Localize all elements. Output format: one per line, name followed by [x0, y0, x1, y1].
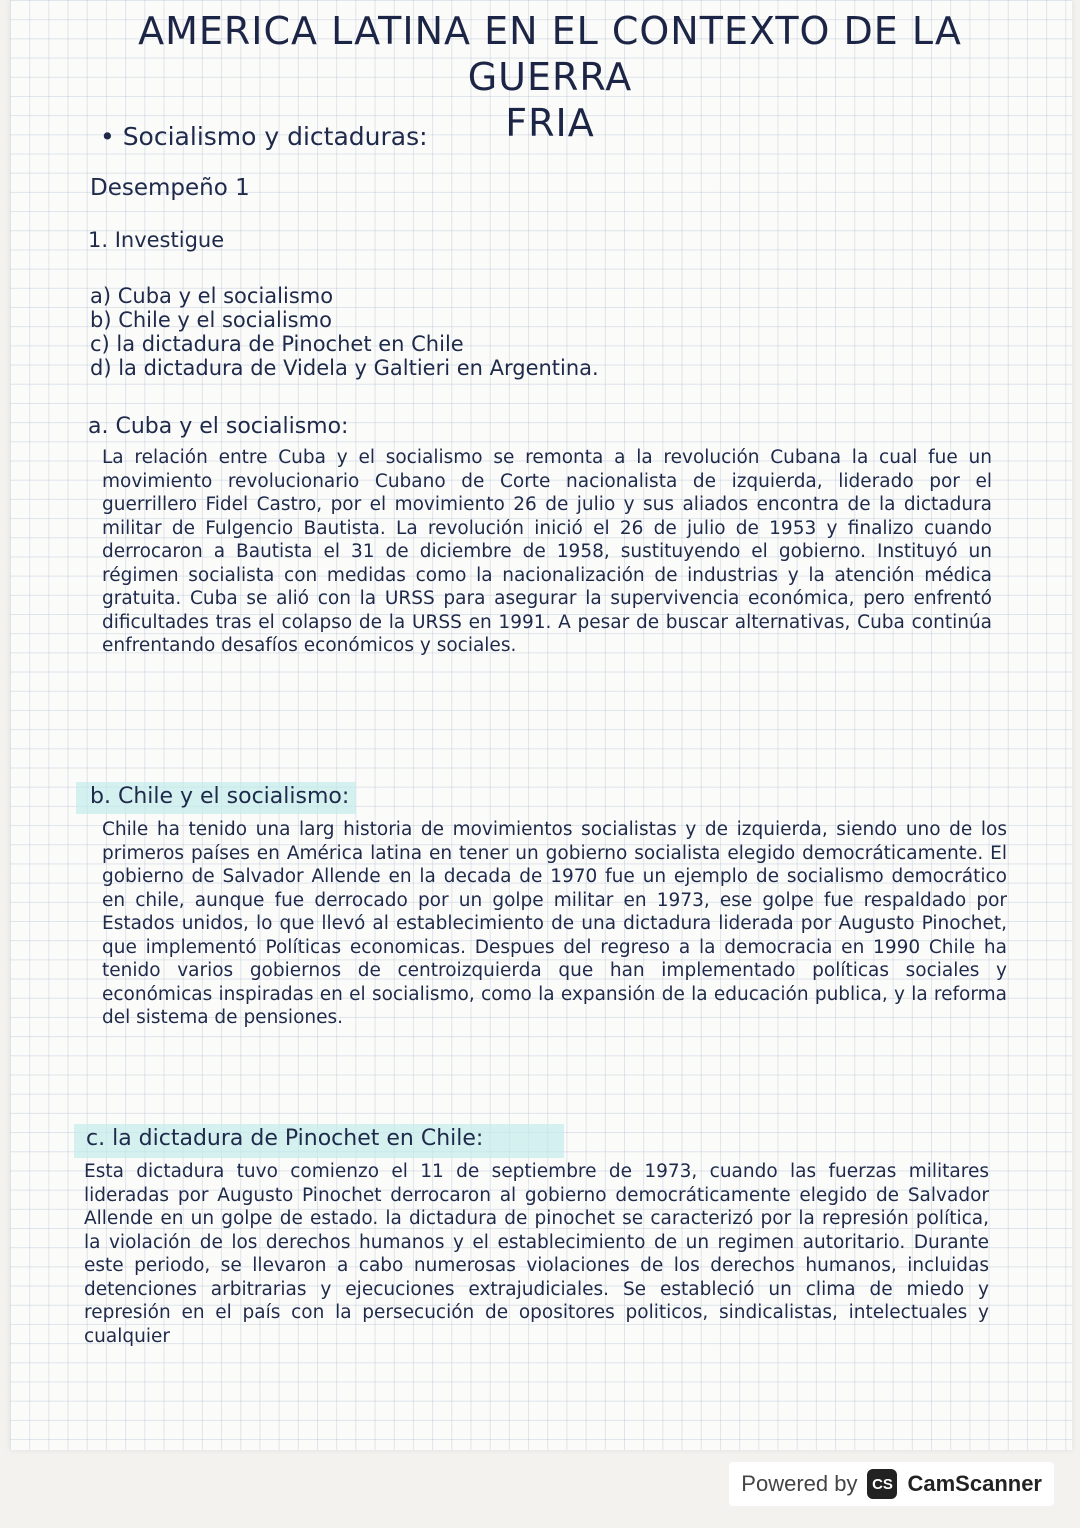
task-item: c) la dictadura de Pinochet en Chile	[90, 332, 464, 356]
camscanner-logo-icon: CS	[867, 1469, 897, 1499]
section-b-heading: b. Chile y el socialismo:	[90, 784, 350, 809]
desempeno-label: Desempeño 1	[90, 175, 250, 201]
task-item: b) Chile y el socialismo	[90, 308, 332, 332]
section-c-heading: c. la dictadura de Pinochet en Chile:	[86, 1126, 484, 1151]
section-a-body: La relación entre Cuba y el socialismo se remonta a la revolución Cubana la cual fue un movimiento revolucionario Cubano de Corte nacionalista de izquierda, liderado por el guerrillero Fidel Castro, por el movimiento 26 de julio y sus aliados encontra de la dictadura militar de Fulgencio Bautista. La revolución inició el 26 de julio de 1953 y finalizo cuando derrocaron a Bautista el 31 de diciembre de 1958, sustituyendo el gobierno. Instituyó un régimen socialista con medidas como la nacionalización de industrias y la atención médica gratuita. Cuba se alió con la URSS para asegurar la supervivencia económica, pero enfrentó dificultades tras el colapso de la URSS en 1991. A pesar de buscar alternativas, Cuba continúa enfrentando desafíos económicos y sociales.	[102, 447, 992, 656]
title-line-2: FRIA	[505, 101, 595, 145]
task-item: d) la dictadura de Videla y Galtieri en Argentina.	[90, 356, 599, 380]
title-line-1: AMERICA LATINA EN EL CONTEXTO DE LA GUERRA	[138, 9, 962, 99]
section-a-heading: a. Cuba y el socialismo:	[88, 414, 349, 439]
section-b-body: Chile ha tenido una larg historia de movimientos socialistas y de izquierda, siendo uno de los primeros países en América latina en tener un gobierno socialista elegido democráticamente. El gobierno de Salvador Allende en la decada de 1970 fue un ejemplo de socialismo democrático en chile, aunque fue derrocado por un golpe militar en 1973, ese golpe fue respaldado por Estados unidos, lo que llevó al establecimiento de una dictadura liderada por Augusto Pinochet, que implementó Políticas economicas. Despues del regreso a la democracia en 1990 Chile ha tenido varios gobiernos de centroizquierda que han implementado políticas sociales y económicas inspiradas en el socialismo, como la expansión de la educación publica, y la reforma del sistema de pensiones.	[102, 819, 1007, 1028]
notebook-page	[10, 0, 1072, 1450]
camscanner-brand: CamScanner	[907, 1471, 1042, 1496]
section-heading: • Socialismo y dictaduras:	[100, 122, 428, 151]
powered-by-label: Powered by	[741, 1471, 858, 1496]
instruction-label: 1. Investigue	[88, 228, 225, 252]
section-c-body: Esta dictadura tuvo comienzo el 11 de septiembre de 1973, cuando las fuerzas militares lideradas por Augusto Pinochet derrocaron al gobierno democráticamente elegido de Salvador Allende en un golpe de estado. la dictadura de pinochet se caracterizó por la represión política, la violación de los derechos humanos y el establecimiento de un regimen autoritario. Durante este periodo, se llevaron a cabo numerosas violaciones de los derechos humanos, incluidas detenciones arbitrarias y ejecuciones extrajudiciales. Se estableció un clima de miedo y represión en el país con la persecución de opositores politicos, sindicalistas, intelectuales y cualquier	[84, 1161, 989, 1347]
task-item: a) Cuba y el socialismo	[90, 284, 334, 308]
task-list	[90, 284, 790, 380]
camscanner-watermark	[729, 1462, 1054, 1506]
